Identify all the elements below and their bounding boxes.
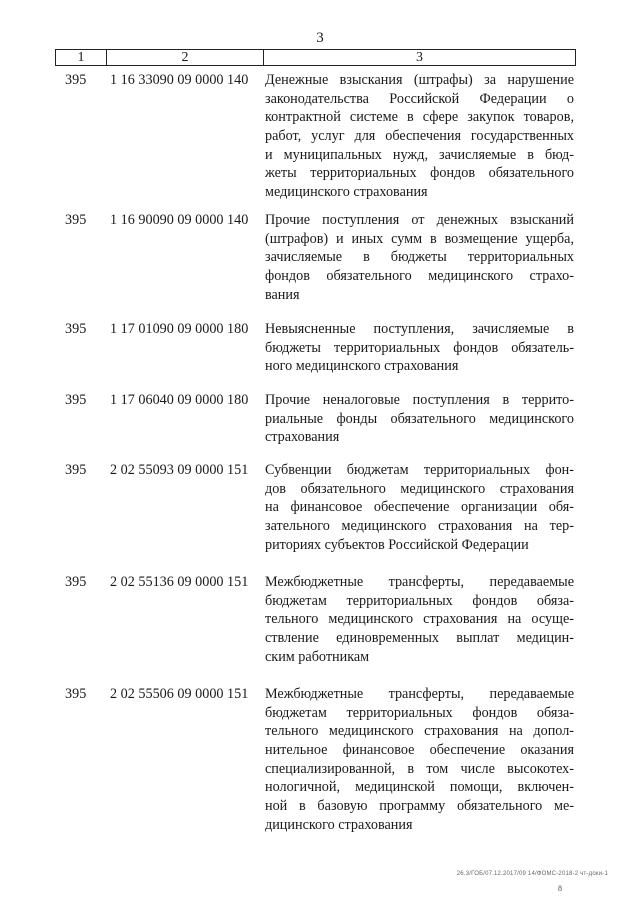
revenue-name-line: фондов обязательного медицинского страхо-	[265, 268, 574, 285]
revenue-name-line: и муниципальных нужд, зачисляемые в бюд-	[265, 146, 574, 163]
budget-classification-code: 1 16 90090 09 0000 140	[110, 212, 249, 228]
column-header-2: 2	[106, 50, 263, 65]
revenue-name	[265, 320, 574, 376]
revenue-name-line: бюджетам территориальных фондов обяза-	[265, 704, 574, 721]
revenue-name-line: Денежные взыскания (штрафы) за нарушение	[265, 72, 574, 88]
revenue-name-line: зательного медицинского страхования на тер-	[265, 518, 574, 535]
revenue-name-line: тельного медицинского страхования на допол-	[265, 723, 574, 740]
revenue-name-line: Невыясненные поступления, зачисляемые в	[265, 321, 574, 337]
revenue-name-line: риальные фонды обязательного медицинского	[265, 410, 574, 427]
budget-classification-code: 2 02 55136 09 0000 151	[110, 574, 249, 590]
admin-code: 395	[65, 574, 87, 590]
revenue-name-line: вания	[265, 286, 300, 303]
admin-code: 395	[65, 462, 87, 478]
revenue-name-line: нологичной, медицинской помощи, включен-	[265, 779, 574, 796]
revenue-name	[265, 461, 574, 554]
footer-stamp: 26.3/ГОБ/07.12.2017/09 14/ФОМС-2018-2 чт-доки-1	[456, 871, 608, 877]
revenue-name-line: ским работникам	[265, 648, 370, 665]
revenue-name-line: медицинского страхования	[265, 184, 428, 201]
revenue-name-line: специализированной, в том числе высокотех-	[265, 760, 574, 777]
revenue-name-line: ной в базовую программу обязательного ме-	[265, 798, 574, 815]
revenue-name-line: ствление единовременных выплат медицин-	[265, 630, 574, 647]
table-header	[55, 49, 576, 66]
budget-classification-code: 2 02 55093 09 0000 151	[110, 462, 249, 478]
revenue-name-line: тельного медицинского страхования на осуще-	[265, 611, 574, 628]
revenue-name-line: нительное финансовое обеспечение оказания	[265, 742, 574, 759]
revenue-name	[265, 211, 574, 304]
budget-classification-code: 2 02 55506 09 0000 151	[110, 686, 249, 702]
admin-code: 395	[65, 72, 87, 88]
revenue-name	[265, 573, 574, 666]
revenue-name-line: Межбюджетные трансферты, передаваемые	[265, 574, 574, 590]
revenue-name-line: работ, услуг для обеспечения государственных	[265, 128, 574, 145]
revenue-name-line: законодательства Российской Федерации о	[265, 90, 574, 107]
revenue-name-line: бюджетам территориальных фондов обяза-	[265, 592, 574, 609]
revenue-name-line: риториях субъектов Российской Федерации	[265, 536, 529, 553]
revenue-name-line: ного медицинского страхования	[265, 358, 459, 375]
revenue-name-line: бюджеты территориальных фондов обязатель-	[265, 339, 574, 356]
budget-classification-code: 1 17 01090 09 0000 180	[110, 321, 249, 337]
revenue-name	[265, 391, 574, 447]
column-header-1: 1	[77, 50, 85, 65]
revenue-name-line: Межбюджетные трансферты, передаваемые	[265, 686, 574, 702]
budget-classification-code: 1 17 06040 09 0000 180	[110, 392, 249, 408]
admin-code: 395	[65, 392, 87, 408]
revenue-name-line: Прочие поступления от денежных взысканий	[265, 212, 574, 228]
admin-code: 395	[65, 686, 87, 702]
revenue-name-line: на финансовое обеспечение организации обя-	[265, 499, 574, 516]
revenue-name-line: (штрафов) и иных сумм в возмещение ущерба,	[265, 230, 574, 247]
page-number: 3	[316, 30, 324, 46]
revenue-name-line: дов обязательного медицинского страхования	[265, 480, 574, 497]
revenue-name-line: дицинского страхования	[265, 816, 413, 833]
revenue-name-line: Субвенции бюджетам территориальных фон-	[265, 462, 574, 478]
footer-mark: 8	[558, 884, 562, 893]
admin-code: 395	[65, 212, 87, 228]
budget-classification-code: 1 16 33090 09 0000 140	[110, 72, 249, 88]
revenue-name-line: зачисляемые в бюджеты территориальных	[265, 249, 574, 266]
revenue-name-line: страхования	[265, 429, 340, 446]
revenue-name-line: Прочие неналоговые поступления в террито-	[265, 392, 574, 408]
revenue-name-line: жеты территориальных фондов обязательного	[265, 165, 574, 182]
revenue-name	[265, 685, 574, 835]
revenue-name	[265, 71, 574, 202]
column-header-3: 3	[263, 50, 575, 65]
revenue-name-line: контрактной системе в сфере закупок товаров,	[265, 109, 574, 126]
admin-code: 395	[65, 321, 87, 337]
